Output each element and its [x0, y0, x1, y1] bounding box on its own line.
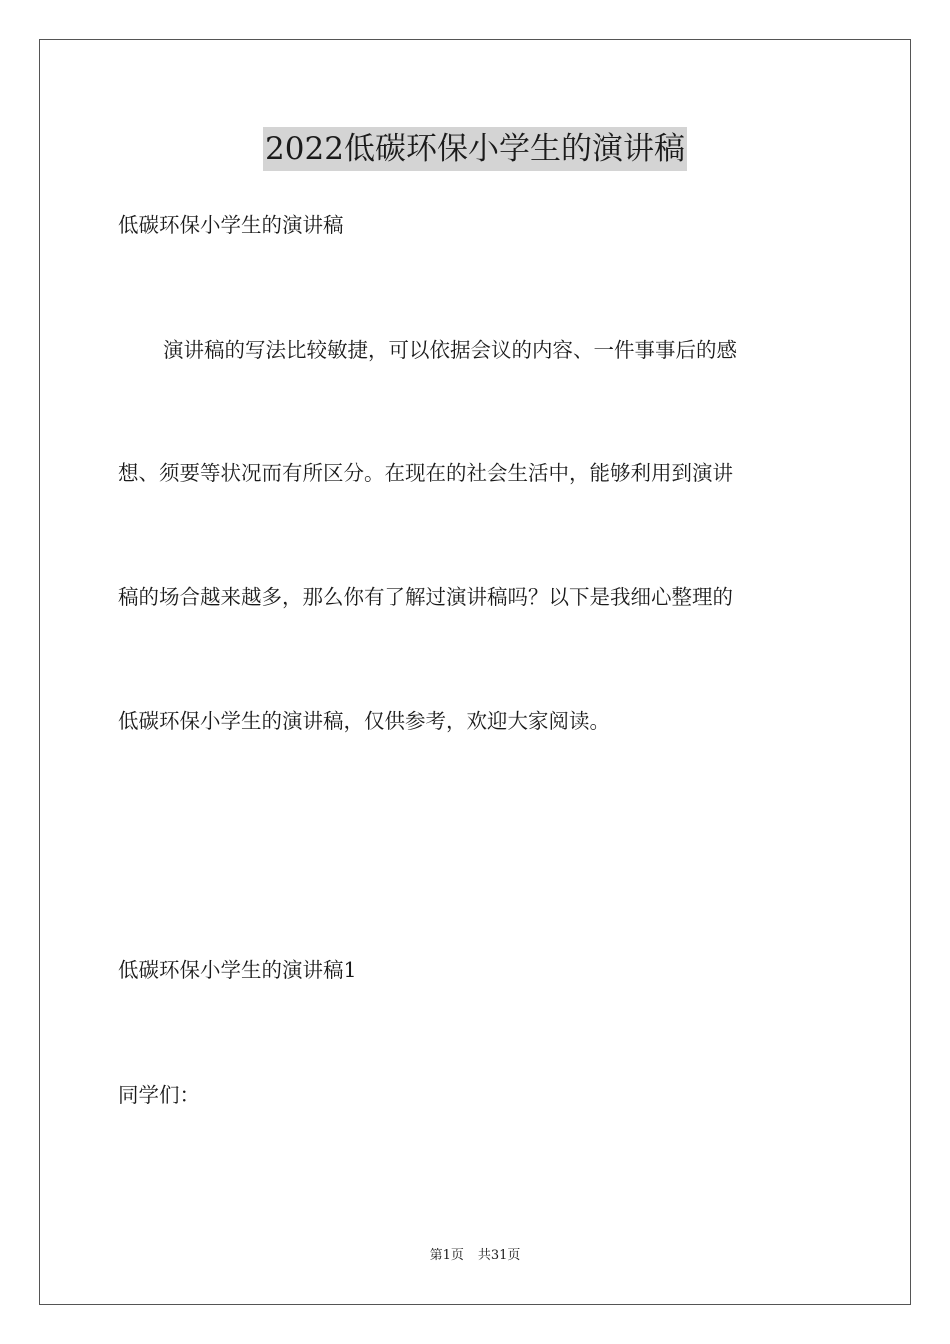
page-total: 共31页 [477, 1248, 521, 1263]
document-title [0, 127, 950, 171]
document-title-text: 2022低碳环保小学生的演讲稿 [263, 127, 687, 171]
paragraph-line: 演讲稿的写法比较敏捷，可以依据会议的内容、一件事事后的感 [163, 338, 737, 362]
page-footer [0, 1247, 950, 1265]
paragraph-line: 想、须要等状况而有所区分。在现在的社会生活中，能够利用到演讲 [118, 461, 733, 485]
section-heading: 低碳环保小学生的演讲稿1 [118, 958, 357, 982]
paragraph-line: 低碳环保小学生的演讲稿，仅供参考，欢迎大家阅读。 [118, 709, 610, 733]
page-number: 第1页 [429, 1248, 464, 1263]
salutation-line: 同学们： [118, 1083, 200, 1107]
subtitle-line: 低碳环保小学生的演讲稿 [118, 213, 344, 237]
paragraph-line: 稿的场合越来越多，那么你有了解过演讲稿吗？以下是我细心整理的 [118, 585, 733, 609]
